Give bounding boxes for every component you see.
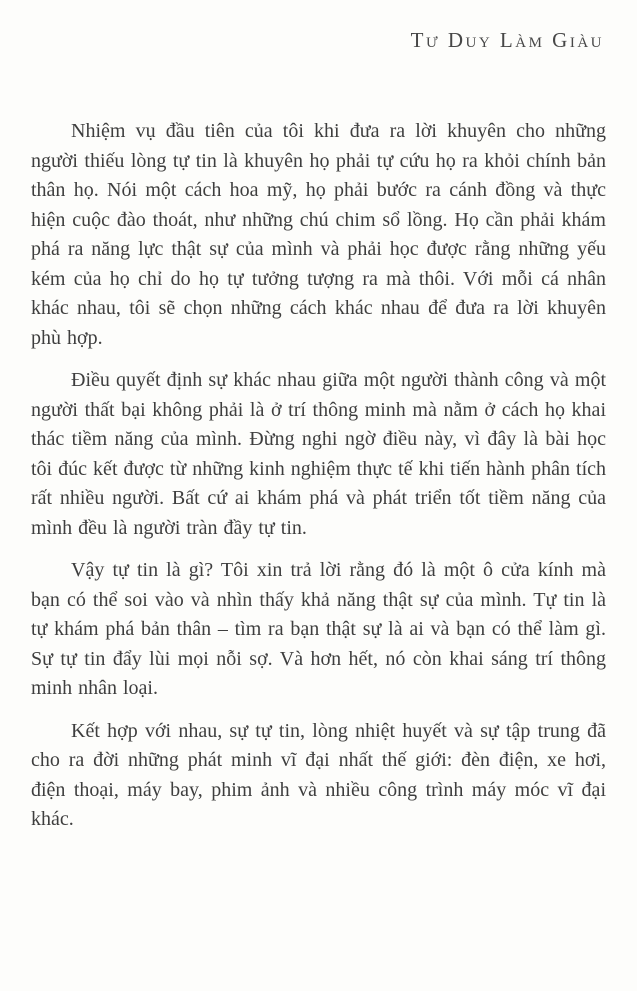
paragraph: Vậy tự tin là gì? Tôi xin trả lời rằng đó là một ô cửa kính mà bạn có thể soi vào và nhìn thấy khả năng thật sự của mình. Tự tin là tự khám phá bản thân – tìm ra bạn thật sự là ai và bạn có thể làm gì. Sự tự tin đẩy lùi mọi nỗi sợ. Và hơn hết, nó còn khai sáng trí thông minh nhân loại. xyxy=(31,559,606,700)
page-body-text xyxy=(31,117,606,835)
running-head-title: Tư Duy Làm Giàu xyxy=(410,28,604,52)
paragraph: Nhiệm vụ đầu tiên của tôi khi đưa ra lời khuyên cho những người thiếu lòng tự tin là khuyên họ phải tự cứu họ ra khỏi chính bản thân họ. Nói một cách hoa mỹ, họ phải bước ra cánh đồng và thực hiện cuộc đào thoát, như những chú chim sổ lồng. Họ cần phải khám phá ra năng lực thật sự của mình và phải học được rằng những yếu kém của họ chỉ do họ tự tưởng tượng ra mà thôi. Với mỗi cá nhân khác nhau, tôi sẽ chọn những cách khác nhau để đưa ra lời khuyên phù hợp. xyxy=(31,120,606,349)
paragraph: Kết hợp với nhau, sự tự tin, lòng nhiệt huyết và sự tập trung đã cho ra đời những phát minh vĩ đại nhất thế giới: đèn điện, xe hơi, điện thoại, máy bay, phim ảnh và nhiều công trình máy móc vĩ đại khác. xyxy=(31,719,606,831)
paragraph: Điều quyết định sự khác nhau giữa một người thành công và một người thất bại không phải là ở trí thông minh mà nằm ở cách họ khai thác tiềm năng của mình. Đừng nghi ngờ điều này, vì đây là bài học tôi đúc kết được từ những kinh nghiệm thực tế khi tiến hành phân tích rất nhiều người. Bất cứ ai khám phá và phát triển tốt tiềm năng của mình đều là người tràn đầy tự tin. xyxy=(31,369,606,539)
